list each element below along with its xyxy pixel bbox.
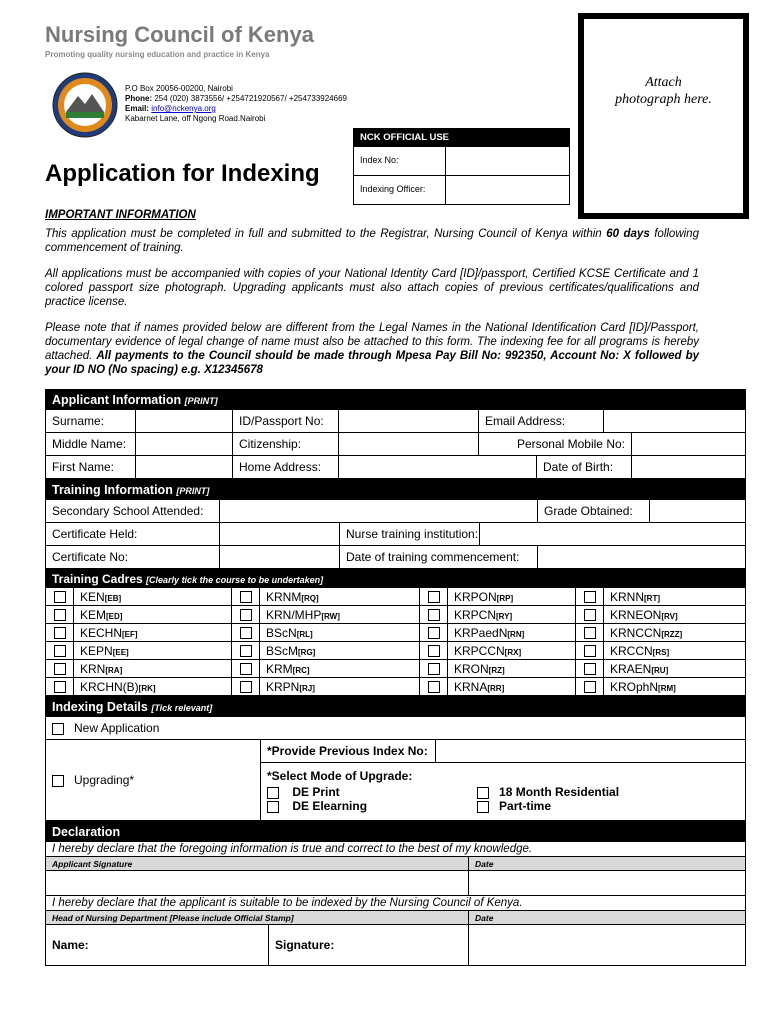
cadre-checkbox[interactable] bbox=[54, 645, 66, 657]
index-no-row bbox=[354, 146, 569, 175]
cadre-checkbox-cell bbox=[420, 678, 448, 696]
cadre-label bbox=[604, 678, 746, 696]
middle-name-label: Middle Name: bbox=[46, 433, 136, 456]
photo-instruction: Attach photograph here. bbox=[615, 75, 712, 107]
surname-label: Surname: bbox=[46, 410, 136, 433]
indexing-table bbox=[45, 696, 746, 821]
applicant-heading-sub: [PRINT] bbox=[184, 395, 218, 406]
indexing-heading-sub: [Tick relevant] bbox=[151, 702, 213, 713]
cadre-checkbox-cell bbox=[46, 660, 74, 678]
council-logo bbox=[52, 72, 118, 138]
cadre-code: [RA] bbox=[105, 665, 123, 675]
cadre-checkbox[interactable] bbox=[428, 627, 440, 639]
cadre-name: KRCHN(B) bbox=[80, 679, 139, 694]
new-application-label: New Application bbox=[74, 721, 160, 735]
new-application-row bbox=[46, 717, 746, 740]
official-use-box bbox=[353, 128, 570, 205]
cadre-checkbox-cell bbox=[420, 660, 448, 678]
cadre-checkbox[interactable] bbox=[428, 681, 440, 693]
cadre-code: [RW] bbox=[321, 611, 340, 621]
cadre-label bbox=[74, 624, 232, 642]
cadre-checkbox[interactable] bbox=[584, 681, 596, 693]
cadre-checkbox[interactable] bbox=[54, 663, 66, 675]
cadre-label bbox=[604, 606, 746, 624]
mobile-label: Personal Mobile No: bbox=[479, 433, 632, 456]
location-line: Kabarnet Lane, off Ngong Road.Nairobi bbox=[125, 114, 266, 123]
prev-index-label: *Provide Previous Index No: bbox=[261, 740, 436, 763]
cadres-heading bbox=[46, 570, 746, 588]
upgrading-cell bbox=[46, 740, 261, 821]
cert-no-field[interactable] bbox=[220, 546, 340, 569]
application-form bbox=[45, 389, 768, 966]
de-elearning-label: DE Elearning bbox=[292, 799, 368, 813]
commencement-field[interactable] bbox=[538, 546, 746, 569]
cadre-checkbox-cell bbox=[576, 678, 604, 696]
cadre-name: KRPCN bbox=[454, 607, 497, 622]
cadre-checkbox-cell bbox=[576, 642, 604, 660]
institution-field[interactable] bbox=[480, 523, 746, 546]
cert-no-label: Certificate No: bbox=[46, 546, 220, 569]
cadre-checkbox-cell bbox=[420, 624, 448, 642]
cadre-name: KRN/MHP bbox=[266, 607, 322, 622]
cadre-label bbox=[604, 624, 746, 642]
cadre-name: KRPaedN bbox=[454, 625, 508, 640]
cadre-code: [RP] bbox=[496, 593, 514, 603]
cadre-code: [RS] bbox=[652, 647, 670, 657]
info-p1-bold: 60 days bbox=[606, 228, 650, 240]
cadre-checkbox-cell bbox=[46, 642, 74, 660]
cadre-label bbox=[448, 588, 576, 606]
dob-field[interactable] bbox=[632, 456, 746, 479]
cadre-label bbox=[448, 660, 576, 678]
org-name: Nursing Council of Kenya bbox=[45, 22, 314, 47]
indexing-officer-field[interactable] bbox=[446, 176, 569, 204]
cadre-checkbox-cell bbox=[232, 588, 260, 606]
cadre-code: [RL] bbox=[296, 629, 313, 639]
email-label: Email: bbox=[125, 104, 150, 113]
cadre-checkbox[interactable] bbox=[54, 681, 66, 693]
cadre-checkbox-cell bbox=[232, 624, 260, 642]
de-print-option bbox=[267, 785, 477, 799]
training-heading bbox=[46, 480, 746, 500]
cadre-name: KEN bbox=[80, 589, 105, 604]
dob-label: Date of Birth: bbox=[537, 456, 632, 479]
cadre-label bbox=[604, 588, 746, 606]
upgrade-mode-label: *Select Mode of Upgrade: bbox=[267, 769, 413, 783]
citizenship-label: Citizenship: bbox=[233, 433, 339, 456]
cadre-name: KRPCCN bbox=[454, 643, 505, 658]
cadre-name: KRNCCN bbox=[610, 625, 662, 640]
cadre-label bbox=[448, 642, 576, 660]
cadre-label bbox=[260, 606, 420, 624]
cadres-table bbox=[45, 569, 746, 696]
phone-value: 254 (020) 3873556/ +254721920567/ +254733924669 bbox=[152, 94, 347, 103]
middle-name-field[interactable] bbox=[136, 433, 233, 456]
info-p1-b: following commencement of training. bbox=[45, 228, 699, 254]
cadre-label bbox=[448, 624, 576, 642]
important-heading: IMPORTANT INFORMATION bbox=[45, 209, 196, 221]
cadre-label bbox=[260, 624, 420, 642]
phone-line bbox=[125, 94, 347, 104]
email-line bbox=[125, 104, 347, 114]
cadre-row bbox=[46, 678, 746, 696]
cadre-name: KRAEN bbox=[610, 661, 652, 676]
signature-field[interactable] bbox=[269, 925, 469, 966]
cadre-name: KEM bbox=[80, 607, 107, 622]
cadre-code: [RK] bbox=[138, 683, 156, 693]
cadre-checkbox[interactable] bbox=[240, 645, 252, 657]
cadre-code: [RJ] bbox=[299, 683, 315, 693]
head-declaration-text: I hereby declare that the applicant is suitable to be indexed by the Nursing Council of Kenya. bbox=[46, 896, 746, 911]
id-passport-label: ID/Passport No: bbox=[233, 410, 339, 433]
cadre-name: KEPN bbox=[80, 643, 113, 658]
upgrade-mode-col-2 bbox=[477, 785, 619, 813]
cadre-checkbox-cell bbox=[576, 624, 604, 642]
cadre-checkbox[interactable] bbox=[54, 627, 66, 639]
cadre-checkbox[interactable] bbox=[240, 681, 252, 693]
cadre-code: [RX] bbox=[504, 647, 522, 657]
cadre-name: KECHN bbox=[80, 625, 123, 640]
org-tagline: Promoting quality nursing education and practice in Kenya bbox=[45, 50, 270, 59]
upgrading-label: Upgrading* bbox=[74, 773, 135, 787]
part-time-option bbox=[477, 799, 619, 813]
head-date-label: Date bbox=[469, 911, 746, 925]
cadre-row bbox=[46, 624, 746, 642]
cadre-label bbox=[260, 660, 420, 678]
cadre-checkbox-cell bbox=[576, 660, 604, 678]
contact-block bbox=[125, 84, 347, 124]
cadre-label bbox=[74, 606, 232, 624]
cadre-code: [ED] bbox=[106, 611, 123, 621]
cert-held-label: Certificate Held: bbox=[46, 523, 220, 546]
part-time-label: Part-time bbox=[499, 799, 552, 813]
cadre-name: KRNN bbox=[610, 589, 645, 604]
cadre-code: [RN] bbox=[507, 629, 525, 639]
upgrade-mode-cell bbox=[261, 763, 746, 821]
info-paragraph-3 bbox=[45, 321, 699, 377]
cadre-name: KRNM bbox=[266, 589, 302, 604]
cadre-code: [RY] bbox=[496, 611, 513, 621]
cadre-code: [RT] bbox=[644, 593, 661, 603]
cadre-code: [EF] bbox=[122, 629, 138, 639]
cadre-checkbox[interactable] bbox=[584, 627, 596, 639]
cadre-label bbox=[260, 588, 420, 606]
cadre-label bbox=[604, 660, 746, 678]
email-link[interactable]: info@nckenya.org bbox=[151, 104, 216, 113]
school-field[interactable] bbox=[220, 500, 538, 523]
id-passport-field[interactable] bbox=[339, 410, 479, 433]
cadre-checkbox[interactable] bbox=[584, 645, 596, 657]
photo-box[interactable] bbox=[578, 13, 749, 219]
institution-label: Nurse training institution: bbox=[340, 523, 480, 546]
address-line: P.O Box 20056-00200, Nairobi bbox=[125, 84, 233, 93]
indexing-officer-row bbox=[354, 175, 569, 204]
name-label: Name: bbox=[52, 938, 89, 952]
info-p3-a: Please note that if names provided below are different from the Legal Names in the National Identification Card [ID]/Passport, documentary evidence of legal change of name must also be attached to this form. The indexing fee for all programs is hereby attached. bbox=[45, 322, 699, 362]
indexing-officer-label: Indexing Officer: bbox=[354, 176, 446, 204]
upgrade-mode-options bbox=[267, 785, 739, 813]
cadre-checkbox-cell bbox=[46, 624, 74, 642]
cadre-checkbox-cell bbox=[232, 642, 260, 660]
cadre-label bbox=[448, 678, 576, 696]
cadre-checkbox[interactable] bbox=[584, 663, 596, 675]
cadre-checkbox-cell bbox=[46, 678, 74, 696]
first-name-label: First Name: bbox=[46, 456, 136, 479]
cadre-code: [RU] bbox=[651, 665, 669, 675]
cadre-checkbox-cell bbox=[420, 588, 448, 606]
citizenship-field[interactable] bbox=[339, 433, 479, 456]
cadre-row bbox=[46, 588, 746, 606]
de-print-label: DE Print bbox=[292, 785, 340, 799]
applicant-table bbox=[45, 389, 746, 479]
cadres-heading-text: Training Cadres bbox=[52, 571, 143, 586]
training-table bbox=[45, 479, 746, 569]
grade-label: Grade Obtained: bbox=[538, 500, 650, 523]
cadre-row bbox=[46, 606, 746, 624]
commencement-label: Date of training commencement: bbox=[340, 546, 538, 569]
email-address-label: Email Address: bbox=[479, 410, 604, 433]
cadres-body bbox=[46, 588, 746, 696]
info-paragraph-1 bbox=[45, 227, 699, 255]
upgrading-checkbox[interactable] bbox=[52, 775, 64, 787]
cert-held-field[interactable] bbox=[220, 523, 340, 546]
cadre-name: KRNA bbox=[454, 679, 488, 694]
cadre-checkbox-cell bbox=[420, 606, 448, 624]
training-heading-text: Training Information bbox=[52, 482, 173, 497]
cadre-row bbox=[46, 660, 746, 678]
upgrade-mode-col-1 bbox=[267, 785, 477, 813]
grade-field[interactable] bbox=[650, 500, 746, 523]
cadre-code: [RR] bbox=[487, 683, 505, 693]
de-elearning-checkbox[interactable] bbox=[267, 801, 279, 813]
cadre-code: [RC] bbox=[292, 665, 310, 675]
index-no-field[interactable] bbox=[446, 147, 569, 175]
cadres-heading-sub: [Clearly tick the course to be undertaken] bbox=[146, 574, 324, 585]
cadre-checkbox[interactable] bbox=[240, 591, 252, 603]
cadre-checkbox-cell bbox=[576, 588, 604, 606]
info-p1-a: This application must be completed in full and submitted to the Registrar, Nursing Council of Kenya within bbox=[45, 228, 607, 240]
cadre-code: [EE] bbox=[112, 647, 129, 657]
name-field[interactable] bbox=[46, 925, 269, 966]
cadre-checkbox-cell bbox=[576, 606, 604, 624]
email-address-field[interactable] bbox=[604, 410, 746, 433]
cadre-code: [EB] bbox=[104, 593, 122, 603]
cadre-checkbox[interactable] bbox=[428, 663, 440, 675]
applicant-date-label: Date bbox=[469, 857, 746, 871]
new-application-checkbox[interactable] bbox=[52, 723, 64, 735]
cadre-code: [RQ] bbox=[301, 593, 319, 603]
cadre-checkbox-cell bbox=[46, 588, 74, 606]
cadre-checkbox[interactable] bbox=[428, 645, 440, 657]
declaration-heading: Declaration bbox=[46, 822, 746, 842]
applicant-heading bbox=[46, 390, 746, 410]
school-label: Secondary School Attended: bbox=[46, 500, 220, 523]
cadre-label bbox=[448, 606, 576, 624]
cadre-checkbox-cell bbox=[232, 660, 260, 678]
cadre-name: KROphN bbox=[610, 679, 659, 694]
cadre-code: [RG] bbox=[298, 647, 316, 657]
cadre-name: KRPN bbox=[266, 679, 300, 694]
page-title: Application for Indexing bbox=[45, 160, 320, 187]
info-paragraph-2: All applications must be accompanied with copies of your National Identity Card [ID]/passport, Certified KCSE Certificate and 1 colored passport size photograph. Upgrading applicants must also attach copies of previous certificates/qualifications and practice license. bbox=[45, 268, 699, 308]
applicant-declaration-text: I hereby declare that the foregoing information is true and correct to the best of my knowledge. bbox=[46, 842, 746, 857]
training-heading-sub: [PRINT] bbox=[176, 485, 210, 496]
residential-label: 18 Month Residential bbox=[499, 785, 620, 799]
cadre-checkbox[interactable] bbox=[584, 591, 596, 603]
cadre-label bbox=[260, 678, 420, 696]
cadre-checkbox-cell bbox=[420, 642, 448, 660]
cadre-row bbox=[46, 642, 746, 660]
cadre-checkbox[interactable] bbox=[54, 609, 66, 621]
cadre-label bbox=[260, 642, 420, 660]
surname-field[interactable] bbox=[136, 410, 233, 433]
declaration-table bbox=[45, 821, 746, 966]
cadre-checkbox[interactable] bbox=[428, 609, 440, 621]
head-of-department-label: Head of Nursing Department [Please include Official Stamp] bbox=[46, 911, 469, 925]
home-address-label: Home Address: bbox=[233, 456, 339, 479]
cadre-checkbox[interactable] bbox=[584, 609, 596, 621]
home-address-field[interactable] bbox=[339, 456, 537, 479]
cadre-checkbox[interactable] bbox=[240, 609, 252, 621]
head-date-field[interactable] bbox=[469, 925, 746, 966]
cadre-checkbox[interactable] bbox=[54, 591, 66, 603]
cadre-checkbox-cell bbox=[46, 606, 74, 624]
info-p3-bold: All payments to the Council should be made through Mpesa Pay Bill No: 992350, Account No: X followed by your ID NO (No spacing) e.g. X12345678 bbox=[45, 350, 699, 376]
cadre-name: KRPON bbox=[454, 589, 497, 604]
cadre-checkbox[interactable] bbox=[428, 591, 440, 603]
cadre-label bbox=[74, 678, 232, 696]
cadre-name: KRM bbox=[266, 661, 293, 676]
phone-label: Phone: bbox=[125, 94, 153, 103]
applicant-signature-label: Applicant Signature bbox=[46, 857, 469, 871]
cadre-label bbox=[74, 642, 232, 660]
indexing-heading bbox=[46, 697, 746, 717]
cadre-checkbox[interactable] bbox=[240, 627, 252, 639]
cadre-name: KRNEON bbox=[610, 607, 662, 622]
cadre-name: BScM bbox=[266, 643, 299, 658]
first-name-field[interactable] bbox=[136, 456, 233, 479]
part-time-checkbox[interactable] bbox=[477, 801, 489, 813]
applicant-heading-text: Applicant Information bbox=[52, 392, 182, 407]
signature-label: Signature: bbox=[275, 938, 335, 952]
cadre-label bbox=[74, 660, 232, 678]
cadre-name: BScN bbox=[266, 625, 297, 640]
cadre-code: [RM] bbox=[658, 683, 676, 693]
residential-checkbox[interactable] bbox=[477, 787, 489, 799]
indexing-heading-text: Indexing Details bbox=[52, 699, 148, 714]
cadre-label bbox=[74, 588, 232, 606]
de-elearning-option bbox=[267, 799, 477, 813]
applicant-date-field[interactable] bbox=[469, 871, 746, 896]
cadre-name: KRON bbox=[454, 661, 489, 676]
cadre-checkbox-cell bbox=[232, 678, 260, 696]
cadre-checkbox[interactable] bbox=[240, 663, 252, 675]
residential-option bbox=[477, 785, 619, 799]
cadre-name: KRCCN bbox=[610, 643, 653, 658]
mobile-field[interactable] bbox=[632, 433, 746, 456]
index-no-label: Index No: bbox=[354, 147, 446, 175]
cadre-label bbox=[604, 642, 746, 660]
cadre-code: [RZZ] bbox=[661, 629, 683, 639]
de-print-checkbox[interactable] bbox=[267, 787, 279, 799]
official-use-title: NCK OFFICIAL USE bbox=[354, 129, 569, 146]
cadre-code: [RV] bbox=[661, 611, 678, 621]
prev-index-field[interactable] bbox=[436, 740, 746, 763]
cadre-checkbox-cell bbox=[232, 606, 260, 624]
cadre-name: KRN bbox=[80, 661, 106, 676]
applicant-signature-field[interactable] bbox=[46, 871, 469, 896]
cadre-code: [RZ] bbox=[488, 665, 505, 675]
